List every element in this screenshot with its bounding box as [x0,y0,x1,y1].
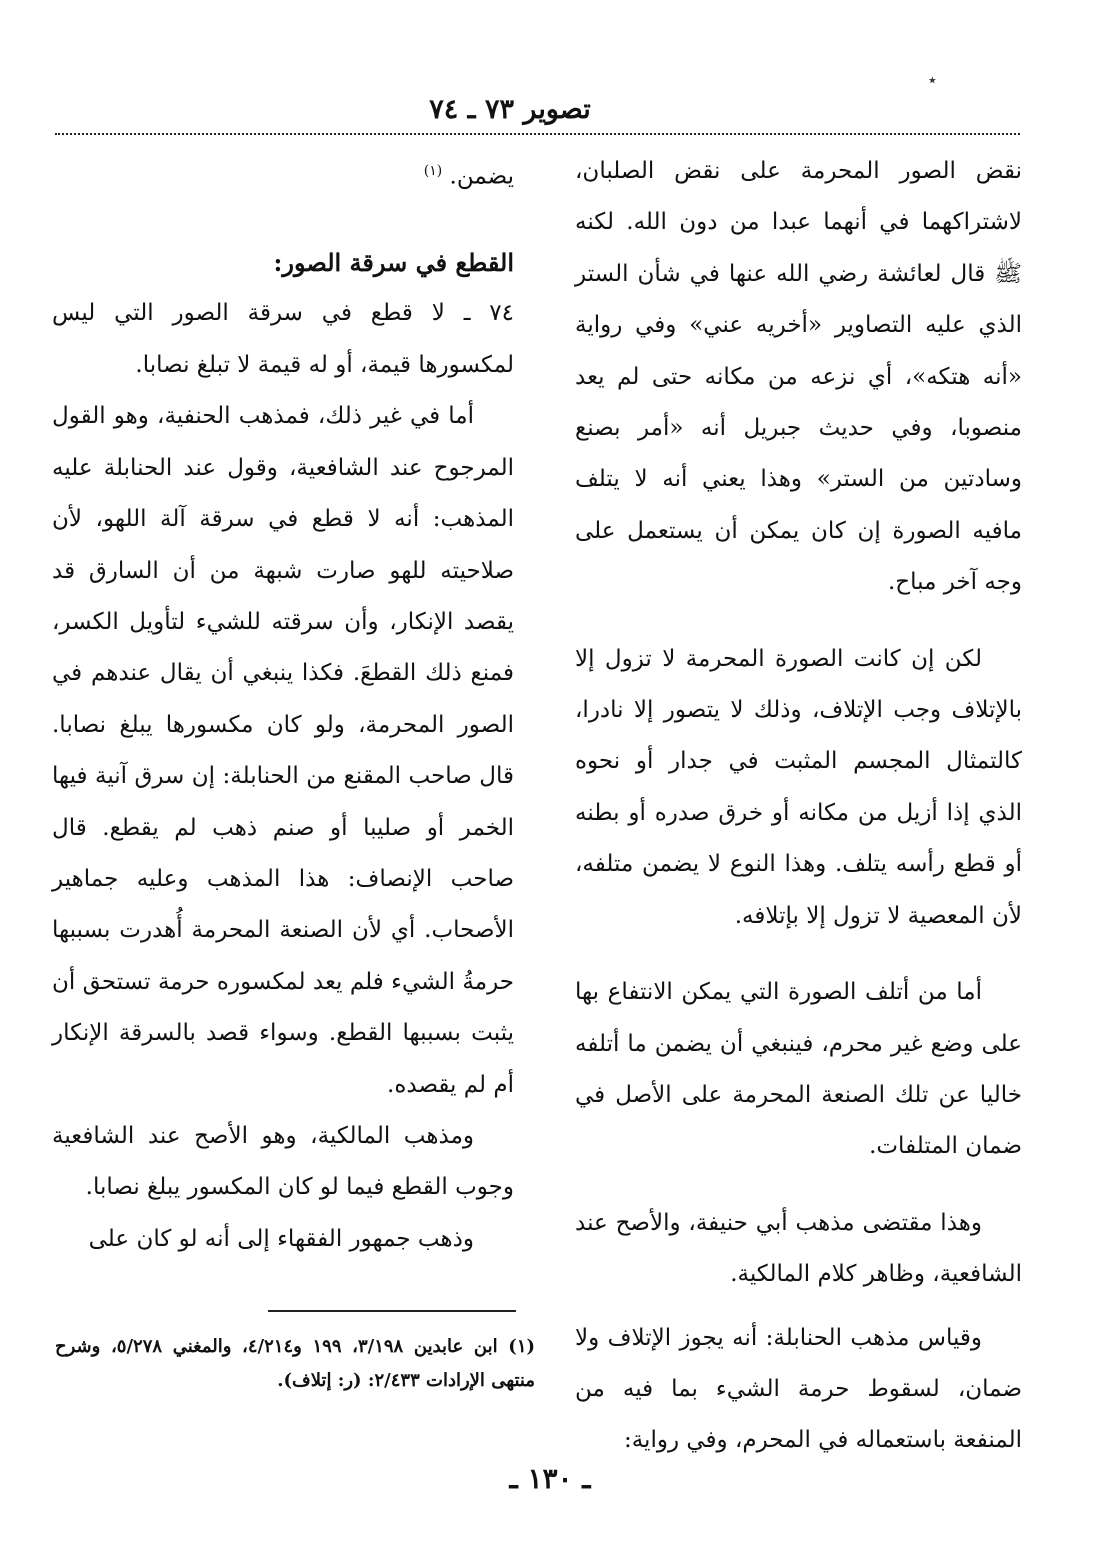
footnote [55,1330,535,1398]
left-intro-text: يضمن. [449,163,514,190]
right-paragraph-4: وهذا مقتضى مذهب أبي حنيفة، والأصح عند الشافعية، وظاهر كلام المالكية. [575,1209,1022,1288]
footnote-text: (١) ابن عابدين ٣/١٩٨، ١٩٩ و٤/٢١٤، والمغني ٥/٢٧٨، وشرح منتهى الإرادات ٢/٤٣٣: (ر: إتلاف). [55,1336,536,1391]
page-title: تصوير ٧٣ ـ ٧٤ [429,94,591,125]
left-paragraph-2: أما في غير ذلك، فمذهب الحنفية، وهو القول المرجوح عند الشافعية، وقول عند الحنابلة عليه المذهب: أنه لا قطع في سرقة آلة اللهو، لأن صلاحيته للهو صارت شبهة من أن السارق قد يقصد الإنكار، وأن سرقته للشيء لتأويل الكسر، فمنع ذلك القطعَ. فكذا ينبغي أن يقال عندهم في الصور المحرمة، ولو كان مكسورها يبلغ نصابا. قال صاحب المقنع من الحنابلة: إن سرق آنية فيها الخمر أو صليبا أو صنم ذهب لم يقطع. قال صاحب الإنصاف: هذا المذهب وعليه جماهير الأصحاب. أي لأن الصنعة المحرمة أُهدرت بسببها حرمةُ الشيء فلم يعد لمكسوره حرمة تستحق أن يثبت بسببها القطع. وسواء قصد بالسرقة الإنكار أم لم يقصده. [52,403,514,1098]
page-number: ـ ١٣٠ ـ [509,1462,591,1495]
right-paragraph-3: أما من أتلف الصورة التي يمكن الانتفاع بها على وضع غير محرم، فينبغي أن يضمن ما أتلفه خاليا عن تلك الصنعة المحرمة على الأصل في ضمان المتلفات. [575,979,1022,1160]
left-paragraph-1: ٧٤ ـ لا قطع في سرقة الصور التي ليس لمكسورها قيمة، أو له قيمة لا تبلغ نصابا. [52,300,514,378]
corner-mark: ٭ [928,70,937,89]
right-paragraph-1: نقض الصور المحرمة على نقض الصلبان، لاشتراكهما في أنهما عبدا من دون الله. لكنه ﷺ قال لعائشة رضي الله عنها في شأن الستر الذي عليه التصاوير «أخريه عني» وفي رواية «أنه هتكه»، أي نزعه من مكانه حتى لم يعد منصوبا، وفي حديث جبريل أنه «أمر بصنع وسادتين من الستر» وهذا يعني أنه لا يتلف مافيه الصورة إن كان يمكن أن يستعمل على وجه آخر مباح. [575,158,1022,596]
section-heading: القطع في سرقة الصور: [273,248,514,278]
footnote-divider [268,1310,516,1312]
left-column [52,146,514,1265]
right-paragraph-5: وقياس مذهب الحنابلة: أنه يجوز الإتلاف ولا ضمان، لسقوط حرمة الشيء بما فيه من المنفعة باستعماله في المحرم، وفي رواية: [575,1324,1022,1454]
left-intro [52,146,514,203]
footnote-ref: (١) [423,163,443,179]
left-paragraph-4: وذهب جمهور الفقهاء إلى أنه لو كان على [88,1225,474,1252]
right-column [575,146,1022,1467]
header-divider [55,133,1020,135]
left-paragraph-3: ومذهب المالكية، وهو الأصح عند الشافعية وجوب القطع فيما لو كان المكسور يبلغ نصابا. [52,1122,514,1201]
right-paragraph-2: لكن إن كانت الصورة المحرمة لا تزول إلا بالإتلاف وجب الإتلاف، وذلك لا يتصور إلا نادرا، كالتمثال المجسم المثبت في جدار أو نحوه الذي إذا أزيل من مكانه أو خرق صدره أو بطنه أو قطع رأسه يتلف. وهذا النوع لا يضمن متلفه، لأن المعصية لا تزول إلا بإتلافه. [575,645,1022,929]
